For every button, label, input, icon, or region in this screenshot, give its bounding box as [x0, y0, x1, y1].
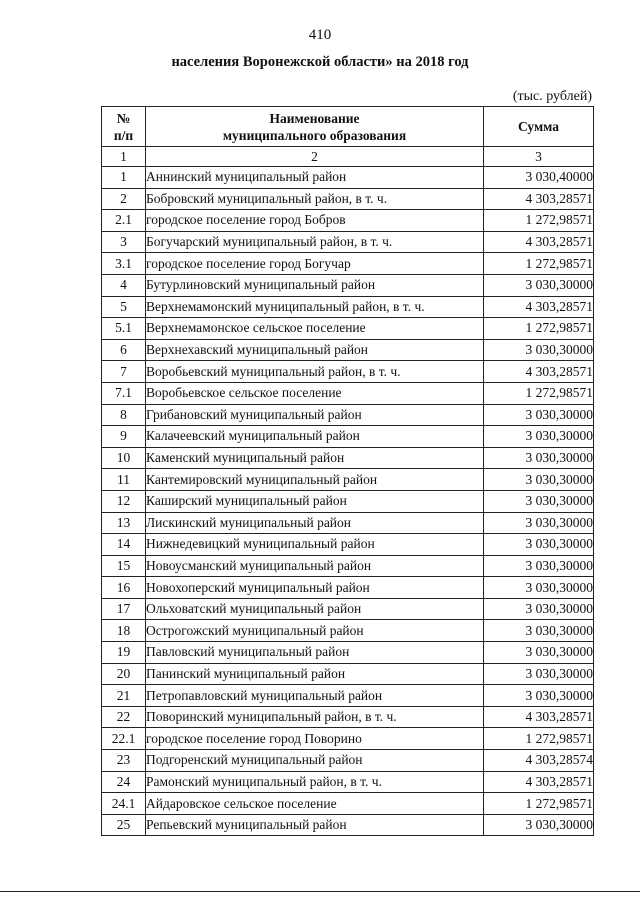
amount: 3 030,30000: [484, 274, 594, 296]
municipality-name: Грибановский муниципальный район: [146, 404, 484, 426]
table-row: [102, 188, 594, 210]
amount: 3 030,30000: [484, 814, 594, 836]
table-row: [102, 253, 594, 275]
municipality-name: Аннинский муниципальный район: [146, 167, 484, 189]
row-number: 11: [102, 469, 146, 491]
municipality-name: Нижнедевицкий муниципальный район: [146, 534, 484, 556]
municipality-name: Петропавловский муниципальный район: [146, 685, 484, 707]
municipality-name: Павловский муниципальный район: [146, 642, 484, 664]
table-row: [102, 663, 594, 685]
row-number: 13: [102, 512, 146, 534]
header-row: [102, 107, 594, 147]
column-number: 3: [484, 147, 594, 167]
row-number: 12: [102, 490, 146, 512]
table-row: [102, 426, 594, 448]
table-row: [102, 361, 594, 383]
header-sum: [484, 107, 594, 147]
table-row: [102, 728, 594, 750]
municipality-name: Воробьевский муниципальный район, в т. ч.: [146, 361, 484, 383]
row-number: 18: [102, 620, 146, 642]
municipality-name: Каширский муниципальный район: [146, 490, 484, 512]
municipality-name: Поворинский муниципальный район, в т. ч.: [146, 706, 484, 728]
amount: 3 030,30000: [484, 512, 594, 534]
amount: 4 303,28571: [484, 361, 594, 383]
municipality-name: Лискинский муниципальный район: [146, 512, 484, 534]
table-body: [102, 167, 594, 836]
municipality-name: Панинский муниципальный район: [146, 663, 484, 685]
table-row: [102, 512, 594, 534]
column-number-row-group: [102, 147, 594, 167]
table-row: [102, 447, 594, 469]
table-row: [102, 318, 594, 340]
table-row: [102, 793, 594, 815]
row-number: 16: [102, 577, 146, 599]
amount: 3 030,30000: [484, 555, 594, 577]
municipality-name: Ольховатский муниципальный район: [146, 598, 484, 620]
row-number: 8: [102, 404, 146, 426]
table-row: [102, 490, 594, 512]
row-number: 1: [102, 167, 146, 189]
row-number: 22: [102, 706, 146, 728]
row-number: 2.1: [102, 210, 146, 232]
header-num: [102, 107, 146, 147]
municipality-name: Новоусманский муниципальный район: [146, 555, 484, 577]
amount: 1 272,98571: [484, 253, 594, 275]
amount: 1 272,98571: [484, 382, 594, 404]
column-number-row: [102, 147, 594, 167]
table-row: [102, 620, 594, 642]
table-row: [102, 404, 594, 426]
municipality-name: Подгоренский муниципальный район: [146, 750, 484, 772]
amount: 4 303,28571: [484, 771, 594, 793]
row-number: 19: [102, 642, 146, 664]
row-number: 9: [102, 426, 146, 448]
amount: 3 030,40000: [484, 167, 594, 189]
amount: 3 030,30000: [484, 534, 594, 556]
column-number: 2: [146, 147, 484, 167]
row-number: 7: [102, 361, 146, 383]
amount: 1 272,98571: [484, 728, 594, 750]
municipality-name: Калачеевский муниципальный район: [146, 426, 484, 448]
row-number: 6: [102, 339, 146, 361]
municipality-name: Бутурлиновский муниципальный район: [146, 274, 484, 296]
table-row: [102, 750, 594, 772]
table-row: [102, 210, 594, 232]
row-number: 22.1: [102, 728, 146, 750]
row-number: 24: [102, 771, 146, 793]
row-number: 7.1: [102, 382, 146, 404]
amount: 4 303,28571: [484, 231, 594, 253]
amount: 3 030,30000: [484, 685, 594, 707]
row-number: 5.1: [102, 318, 146, 340]
row-number: 3.1: [102, 253, 146, 275]
amount: 3 030,30000: [484, 490, 594, 512]
table-row: [102, 555, 594, 577]
page-number: 410: [308, 27, 332, 43]
amount: 3 030,30000: [484, 663, 594, 685]
column-number: 1: [102, 147, 146, 167]
amount: 1 272,98571: [484, 793, 594, 815]
table-row: [102, 534, 594, 556]
table-row: [102, 274, 594, 296]
amount: 3 030,30000: [484, 642, 594, 664]
table-row: [102, 706, 594, 728]
amount: 3 030,30000: [484, 339, 594, 361]
municipality-name: Богучарский муниципальный район, в т. ч.: [146, 231, 484, 253]
table-row: [102, 469, 594, 491]
municipality-name: Верхнехавский муниципальный район: [146, 339, 484, 361]
amount: 4 303,28571: [484, 296, 594, 318]
municipality-name: Воробьевское сельское поселение: [146, 382, 484, 404]
row-number: 24.1: [102, 793, 146, 815]
row-number: 21: [102, 685, 146, 707]
amount: 3 030,30000: [484, 447, 594, 469]
municipality-name: Острогожский муниципальный район: [146, 620, 484, 642]
municipality-name: Верхнемамонский муниципальный район, в т. ч.: [146, 296, 484, 318]
row-number: 14: [102, 534, 146, 556]
row-number: 20: [102, 663, 146, 685]
amount: 3 030,30000: [484, 404, 594, 426]
municipality-name: Айдаровское сельское поселение: [146, 793, 484, 815]
table-row: [102, 382, 594, 404]
row-number: 3: [102, 231, 146, 253]
row-number: 5: [102, 296, 146, 318]
table-row: [102, 771, 594, 793]
row-number: 25: [102, 814, 146, 836]
amount: 1 272,98571: [484, 210, 594, 232]
document-title: населения Воронежской области» на 2018 год: [171, 54, 469, 70]
table-row: [102, 685, 594, 707]
amount: 3 030,30000: [484, 469, 594, 491]
table-row: [102, 814, 594, 836]
amount: 4 303,28571: [484, 706, 594, 728]
row-number: 23: [102, 750, 146, 772]
bottom-rule: [0, 891, 640, 892]
table-row: [102, 296, 594, 318]
row-number: 17: [102, 598, 146, 620]
header-sum-text: Сумма: [517, 119, 560, 134]
amount: 4 303,28574: [484, 750, 594, 772]
municipality-name: городское поселение город Бобров: [146, 210, 484, 232]
municipality-name: городское поселение город Богучар: [146, 253, 484, 275]
amount: 1 272,98571: [484, 318, 594, 340]
amount: 3 030,30000: [484, 620, 594, 642]
row-number: 2: [102, 188, 146, 210]
table-row: [102, 231, 594, 253]
subsidy-table: [101, 106, 594, 836]
municipality-name: Репьевский муниципальный район: [146, 814, 484, 836]
table-row: [102, 339, 594, 361]
municipality-name: Каменский муниципальный район: [146, 447, 484, 469]
row-number: 15: [102, 555, 146, 577]
amount: 4 303,28571: [484, 188, 594, 210]
table-row: [102, 642, 594, 664]
amount: 3 030,30000: [484, 426, 594, 448]
header-name-text: Наименование муниципального образования: [222, 110, 407, 143]
amount: 3 030,30000: [484, 598, 594, 620]
table-header: [102, 107, 594, 147]
municipality-name: городское поселение город Поворино: [146, 728, 484, 750]
header-num-text: № п/п: [113, 110, 134, 143]
municipality-name: Верхнемамонское сельское поселение: [146, 318, 484, 340]
table-row: [102, 598, 594, 620]
municipality-name: Рамонский муниципальный район, в т. ч.: [146, 771, 484, 793]
row-number: 10: [102, 447, 146, 469]
municipality-name: Бобровский муниципальный район, в т. ч.: [146, 188, 484, 210]
municipality-name: Кантемировский муниципальный район: [146, 469, 484, 491]
municipality-name: Новохоперский муниципальный район: [146, 577, 484, 599]
header-name: [146, 107, 484, 147]
amount: 3 030,30000: [484, 577, 594, 599]
units-label: (тыс. рублей): [512, 89, 592, 104]
table-row: [102, 167, 594, 189]
row-number: 4: [102, 274, 146, 296]
table-row: [102, 577, 594, 599]
